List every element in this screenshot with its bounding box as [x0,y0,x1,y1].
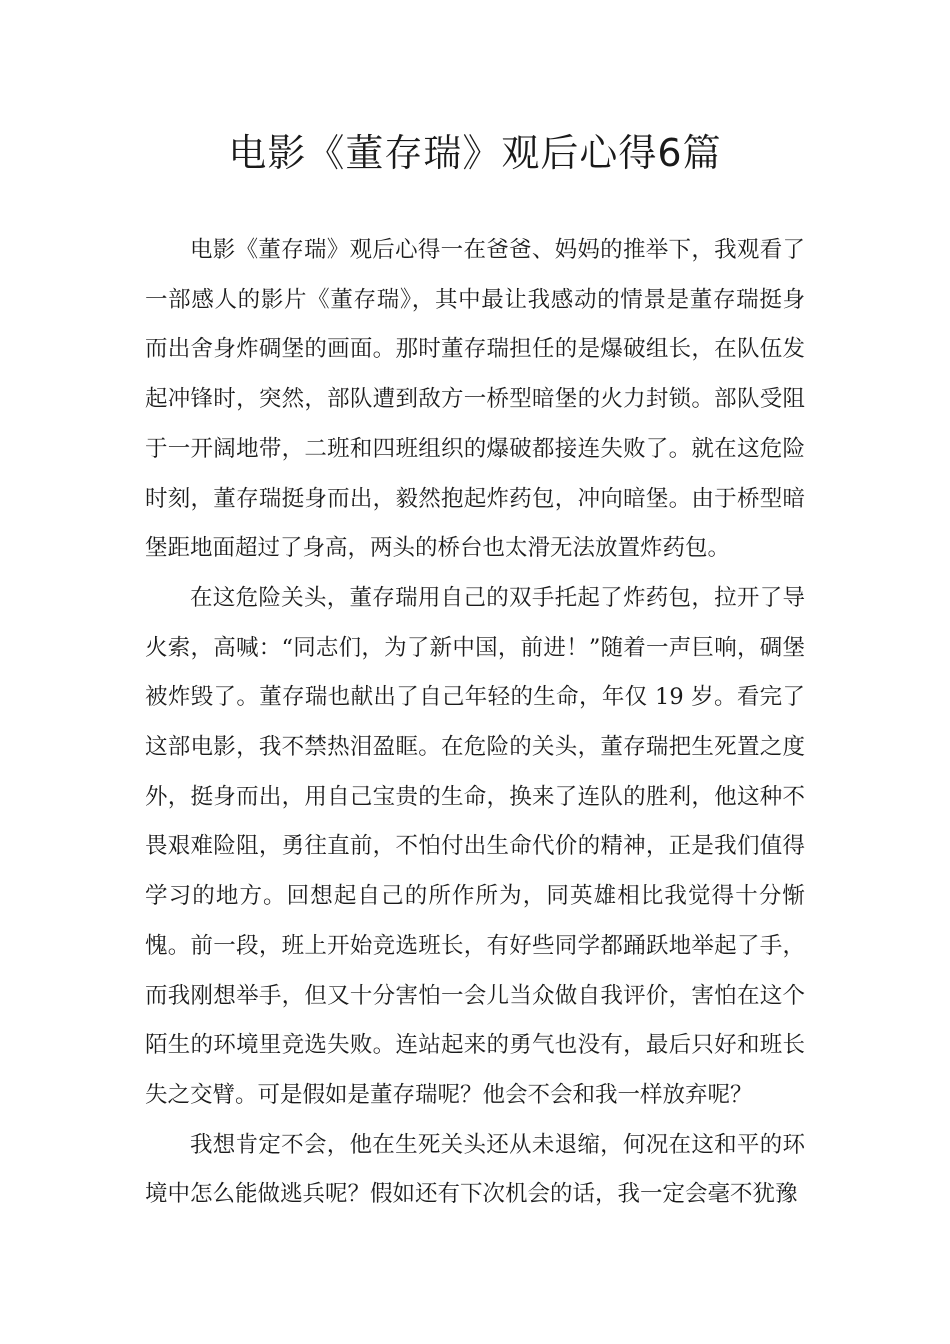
document-body [145,226,805,1220]
paragraph-1: 电影《董存瑞》观后心得一在爸爸、妈妈的推举下，我观看了一部感人的影片《董存瑞》，其中最让我感动的情景是董存瑞挺身而出舍身炸碉堡的画面。那时董存瑞担任的是爆破组长，在队伍发起冲锋时，突然，部队遭到敌方一桥型暗堡的火力封锁。部队受阻于一开阔地带，二班和四班组织的爆破都接连失败了。就在这危险时刻，董存瑞挺身而出，毅然抱起炸药包，冲向暗堡。由于桥型暗堡距地面超过了身高，两头的桥台也太滑无法放置炸药包。 [145,237,805,562]
paragraph-2: 在这危险关头，董存瑞用自己的双手托起了炸药包，拉开了导火索，高喊：“同志们，为了新中国，前进！”随着一声巨响，碉堡被炸毁了。董存瑞也献出了自己年轻的生命，年仅 19 岁。看完了这部电影，我不禁热泪盈眶。在危险的关头，董存瑞把生死置之度外，挺身而出，用自己宝贵的生命，换来了连队的胜利，他这种不畏艰难险阻，勇往直前，不怕付出生命代价的精神，正是我们值得学习的地方。回想起自己的所作所为，同英雄相比我觉得十分惭愧。前一段，班上开始竞选班长，有好些同学都踊跃地举起了手，而我刚想举手，但又十分害怕一会儿当众做自我评价，害怕在这个陌生的环境里竞选失败。连站起来的勇气也没有，最后只好和班长失之交臂。可是假如是董存瑞呢？他会不会和我一样放弃呢？ [145,584,805,1108]
paragraph-3: 我想肯定不会，他在生死关头还从未退缩，何况在这和平的环境中怎么能做逃兵呢？假如还有下次机会的话，我一定会毫不犹豫 [145,1131,805,1208]
document-title: 电影《董存瑞》观后心得6篇 [228,131,722,175]
